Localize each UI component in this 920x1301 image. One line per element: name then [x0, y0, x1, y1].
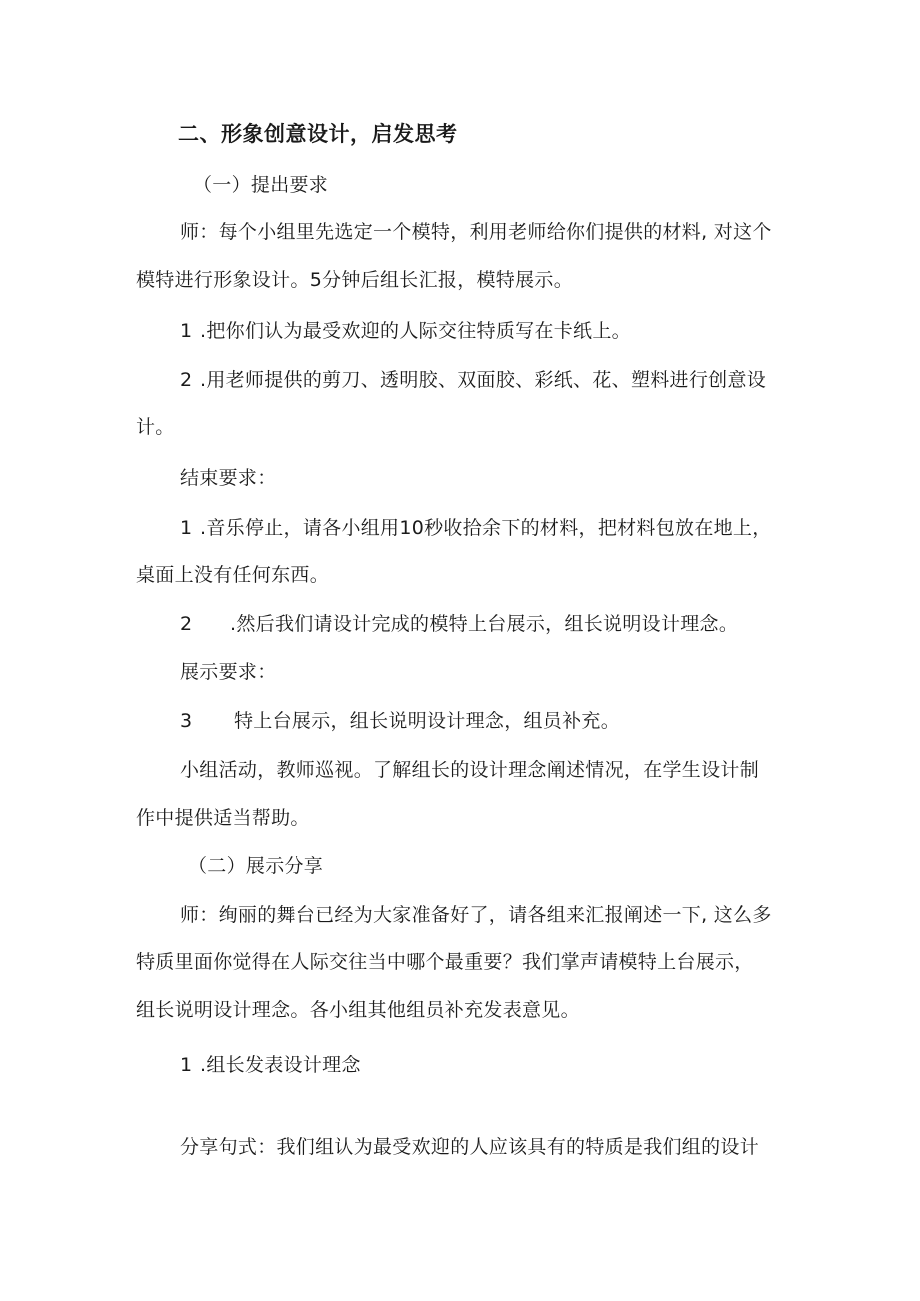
paragraph-teacher-2-line-2: 特质里面你觉得在人际交往当中哪个最重要？我们掌声请模特上台展示，: [136, 951, 754, 973]
list-number: 1: [180, 1054, 193, 1076]
share-sentence-pattern: 分享句式：我们组认为最受欢迎的人应该具有的特质是我们组的设计: [180, 1136, 760, 1158]
requirement-item-1: [180, 318, 631, 344]
show-requirement-label: 展示要求：: [180, 661, 277, 683]
requirement-item-2-line-1: [180, 367, 766, 393]
activity-paragraph-line-2: 作中提供适当帮助。: [136, 807, 310, 829]
subsection-heading-2: （二）展示分享: [188, 855, 324, 877]
list-number: 3: [180, 710, 193, 732]
list-number: 2: [180, 613, 193, 635]
end-requirement-label: 结束要求：: [180, 467, 277, 489]
end-item-1-line-2: 桌面上没有任何东西。: [136, 564, 330, 586]
paragraph-teacher-2-line-1: 师：绚丽的舞台已经为大家准备好了，请各组来汇报阐述一下, 这么多: [180, 904, 772, 926]
paragraph-teacher-2-line-3: 组长说明设计理念。各小组其他组员补充发表意见。: [136, 999, 580, 1021]
activity-paragraph-line-1: 小组活动，教师巡视。了解组长的设计理念阐述情况，在学生设计制: [180, 759, 760, 781]
list-text: .然后我们请设计完成的模特上台展示，组长说明设计理念。: [230, 613, 739, 635]
section-heading: 二、形象创意设计，启发思考: [178, 122, 458, 146]
requirement-item-2-line-2: 计。: [136, 416, 175, 438]
end-item-1-line-1: [180, 515, 772, 541]
share-item-1: [180, 1052, 361, 1078]
list-number: 1: [180, 320, 193, 342]
paragraph-teacher-1-line-1: 师：每个小组里先选定一个模特，利用老师给你们提供的材料, 对这个: [180, 221, 772, 243]
list-number: 2: [180, 369, 193, 391]
subsection-heading-1: （一）提出要求: [193, 174, 329, 196]
list-text: 特上台展示，组长说明设计理念，组员补充。: [234, 710, 621, 732]
list-text: .把你们认为最受欢迎的人际交往特质写在卡纸上。: [200, 320, 631, 342]
list-text: .组长发表设计理念: [200, 1054, 361, 1076]
list-text: .音乐停止，请各小组用10秒收拾余下的材料，把材料包放在地上，: [200, 517, 772, 539]
show-item-3: [180, 708, 620, 734]
end-item-2: [180, 611, 738, 637]
paragraph-teacher-1-line-2: 模特进行形象设计。5分钟后组长汇报，模特展示。: [136, 269, 573, 291]
list-text: .用老师提供的剪刀、透明胶、双面胶、彩纸、花、塑料进行创意设: [200, 369, 767, 391]
list-number: 1: [180, 517, 193, 539]
